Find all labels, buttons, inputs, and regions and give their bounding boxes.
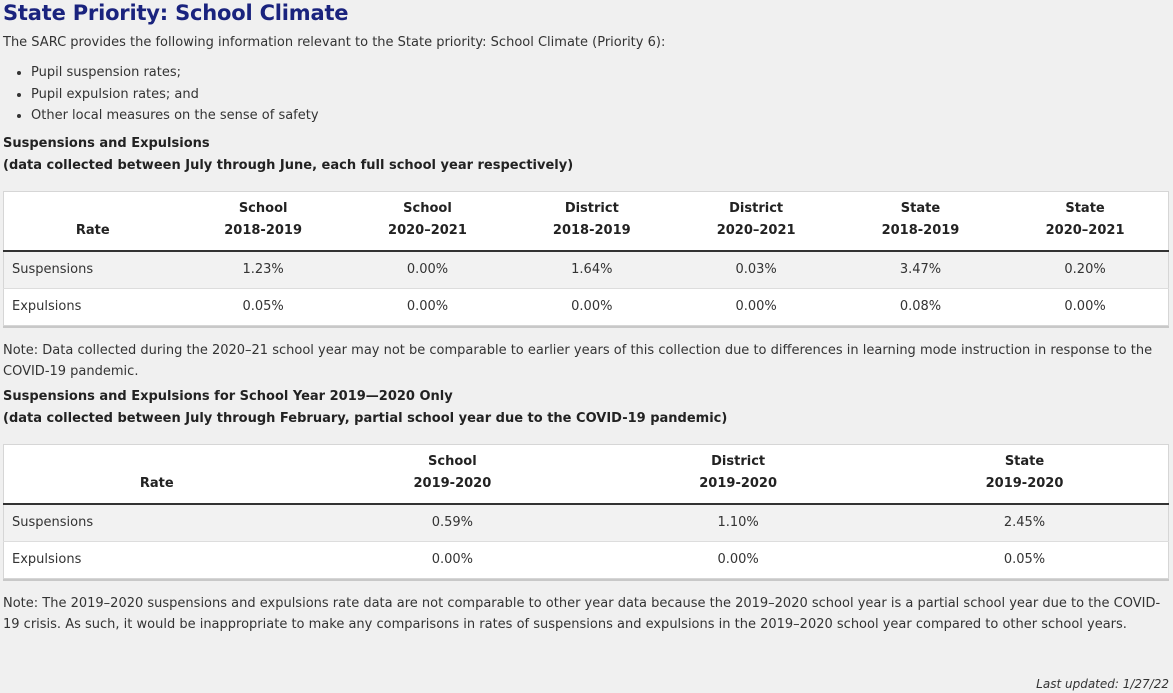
- list-item: • Pupil expulsion rates; and: [31, 84, 1169, 106]
- table-cell: 0.00%: [345, 288, 510, 325]
- table-row: [4, 251, 1169, 289]
- column-header: State 2020–2021: [1002, 191, 1168, 251]
- list-item: • Pupil suspension rates;: [31, 62, 1169, 84]
- intro-text: The SARC provides the following information relevant to the State priority: School Climate (Priority 6):: [3, 35, 666, 50]
- column-header: District 2020–2021: [673, 191, 838, 251]
- row-label: Suspensions: [4, 251, 182, 289]
- column-header: School 2019-2020: [310, 444, 596, 504]
- column-header: School 2020–2021: [345, 191, 510, 251]
- column-header: State 2019-2020: [881, 444, 1168, 504]
- table-cell: 0.00%: [345, 251, 510, 289]
- table-cell: 0.08%: [839, 288, 1002, 325]
- priority-list: [3, 62, 1169, 127]
- table-header-row: [4, 191, 1169, 251]
- table-cell: 2.45%: [881, 504, 1168, 542]
- column-header: District 2019-2020: [595, 444, 881, 504]
- column-header: Rate: [4, 191, 182, 251]
- table-cell: 0.03%: [673, 251, 838, 289]
- column-header: District 2018-2019: [510, 191, 673, 251]
- column-header: State 2018-2019: [839, 191, 1002, 251]
- table-cell: 0.20%: [1002, 251, 1168, 289]
- table-cell: 0.05%: [881, 541, 1168, 578]
- section-heading: Suspensions and Expulsions for School Year 2019—2020 Only: [3, 388, 453, 404]
- table-cell: 0.00%: [310, 541, 596, 578]
- table-row: [4, 541, 1169, 578]
- table-cell: 1.64%: [510, 251, 673, 289]
- table-cell: 0.59%: [310, 504, 596, 542]
- row-label: Expulsions: [4, 288, 182, 325]
- note-text: Note: The 2019–2020 suspensions and expulsions rate data are not comparable to other year data because the 2019–2020 school year is a partial school year due to the COVID-19 crisis. As such, it would be inappropriate to make any comparisons in rates of suspensions and expulsions in the 2019–2020 school year compared to other school years.: [3, 595, 1161, 632]
- suspensions-table-full-year: [3, 191, 1169, 326]
- section-heading: Suspensions and Expulsions: [3, 135, 210, 151]
- table-row: [4, 504, 1169, 542]
- column-header: School 2018-2019: [182, 191, 345, 251]
- table-cell: 1.23%: [182, 251, 345, 289]
- table-row: [4, 288, 1169, 325]
- table-cell: 3.47%: [839, 251, 1002, 289]
- table-cell: 1.10%: [595, 504, 881, 542]
- last-updated: Last updated: 1/27/22: [1036, 677, 1169, 691]
- column-header: Rate: [4, 444, 310, 504]
- table-cell: 0.00%: [510, 288, 673, 325]
- note-text: Note: Data collected during the 2020–21 school year may not be comparable to earlier years of this collection due to differences in learning mode instruction in response to the COVID-19 pandemic.: [3, 342, 1153, 379]
- section-subheading: (data collected between July through February, partial school year due to the COVID-19 pandemic): [3, 410, 728, 426]
- section-subheading: (data collected between July through June, each full school year respectively): [3, 157, 574, 173]
- page-title: State Priority: School Climate: [3, 1, 349, 25]
- suspensions-table-partial-year: [3, 444, 1169, 579]
- list-item: • Other local measures on the sense of safety: [31, 105, 1169, 127]
- table-cell: 0.05%: [182, 288, 345, 325]
- table-cell: 0.00%: [595, 541, 881, 578]
- section-title: [3, 386, 1169, 430]
- table-cell: 0.00%: [673, 288, 838, 325]
- row-label: Expulsions: [4, 541, 310, 578]
- table-header-row: [4, 444, 1169, 504]
- table-cell: 0.00%: [1002, 288, 1168, 325]
- section-title: [3, 133, 1169, 177]
- row-label: Suspensions: [4, 504, 310, 542]
